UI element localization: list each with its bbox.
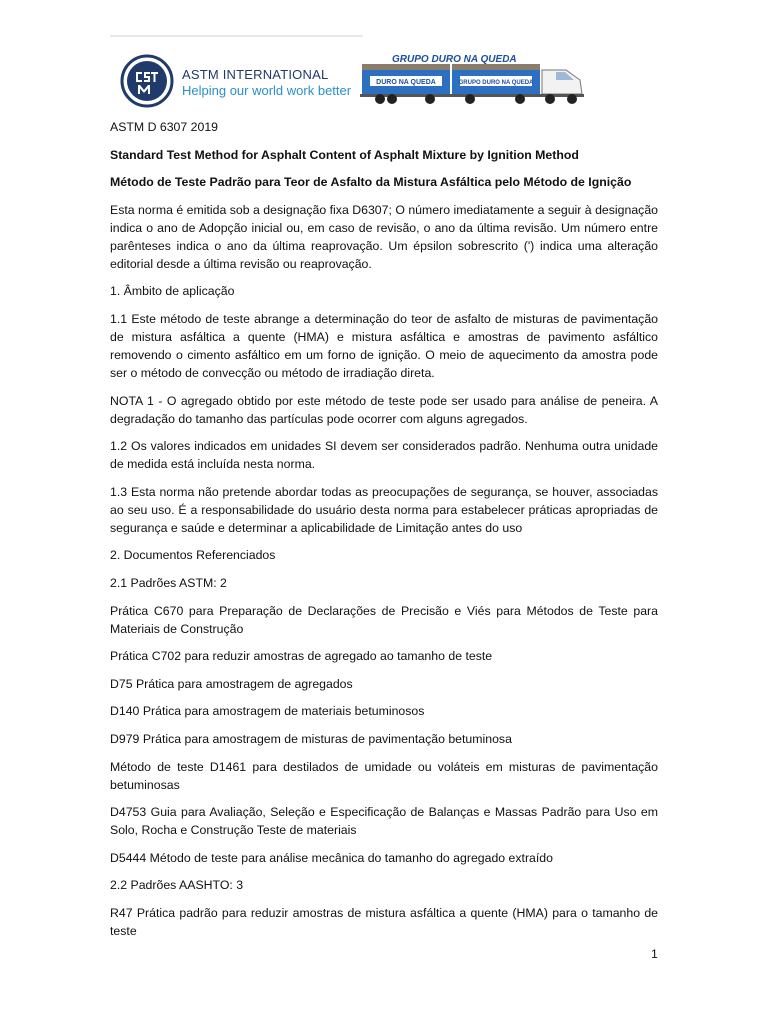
paragraph: 1.2 Os valores indicados em unidades SI devem ser considerados padrão. Nenhuma outra unidade de medida está incluída nesta norma.: [110, 439, 658, 472]
paragraph: Método de teste D1461 para destilados de umidade ou voláteis em misturas de pavimentação betuminosas: [110, 759, 658, 792]
paragraph: 2.2 Padrões AASHTO: 3: [110, 878, 244, 893]
paragraph: D75 Prática para amostragem de agregados: [110, 676, 353, 691]
paragraph: D5444 Método de teste para análise mecânica do tamanho do agregado extraído: [110, 850, 553, 865]
paragraph: 1.1 Este método de teste abrange a determinação do teor de asfalto de misturas de pavimentação de mistura asfáltica a quente (HMA) e mistura asfáltica e amostras de pavimento asfáltico removendo o cimento asfáltico em um forno de ignição. O meio de aquecimento da amostra pode ser o método de convecção ou método de irradiação direta.: [110, 311, 658, 380]
paragraph: Prática C670 para Preparação de Declarações de Precisão e Viés para Métodos de Teste para Materiais de Construção: [110, 603, 658, 636]
paragraph: 2.1 Padrões ASTM: 2: [110, 575, 227, 590]
document-body: [110, 118, 658, 949]
paragraph: D140 Prática para amostragem de materiais betuminosos: [110, 704, 425, 719]
astm-tagline: Helping our world work better: [182, 83, 352, 98]
paragraph: D4753 Guia para Avaliação, Seleção e Especificação de Balanças e Massas Padrão para Uso em Solo, Rocha e Construção Teste de materiais: [110, 805, 658, 838]
truck-text-2: GRUPO DURO NA QUEDA: [458, 80, 534, 86]
astm-name: ASTM INTERNATIONAL: [182, 67, 329, 82]
paragraph: ASTM D 6307 2019: [110, 120, 219, 134]
truck-title: GRUPO DURO NA QUEDA: [392, 54, 517, 65]
page-number: 1: [651, 947, 658, 961]
astm-logo: [120, 54, 355, 108]
paragraph: Método de Teste Padrão para Teor de Asfalto da Mistura Asfáltica pelo Método de Ignição: [110, 175, 632, 190]
paragraph: 1.3 Esta norma não pretende abordar todas as preocupações de segurança, se houver, associadas ao seu uso. É a responsabilidade do usuário desta norma para estabelecer práticas apropriadas de segurança e saúde e determinar a aplicabilidade de Limitação antes do uso: [110, 484, 658, 535]
paragraph: Esta norma é emitida sob a designação fixa D6307; O número imediatamente a seguir à designação indica o ano de Adopção inicial ou, em caso de revisão, o ano da última revisão. Um número entre parênteses indica o ano da última reaprovação. Um épsilon sobrescrito (') indica uma alteração editorial desde a última revisão ou reaprovação.: [110, 202, 658, 271]
document-header: [110, 50, 658, 112]
header-rule: [110, 35, 363, 37]
paragraph: NOTA 1 - O agregado obtido por este método de teste pode ser usado para análise de peneira. A degradação do tamanho das partículas pode ocorrer com alguns agregados.: [110, 393, 658, 426]
astm-seal-icon: [120, 54, 174, 108]
paragraph: D979 Prática para amostragem de misturas de pavimentação betuminosa: [110, 731, 512, 746]
paragraph: 2. Documentos Referenciados: [110, 548, 276, 563]
paragraph: 1. Âmbito de aplicação: [110, 284, 235, 299]
truck-text-1: DURO NA QUEDA: [376, 79, 436, 86]
paragraph: R47 Prática padrão para reduzir amostras de mistura asfáltica a quente (HMA) para o tamanho de teste: [110, 905, 658, 938]
paragraph: Standard Test Method for Asphalt Content of Asphalt Mixture by Ignition Method: [110, 147, 579, 162]
paragraph: Prática C702 para reduzir amostras de agregado ao tamanho de teste: [110, 649, 493, 664]
